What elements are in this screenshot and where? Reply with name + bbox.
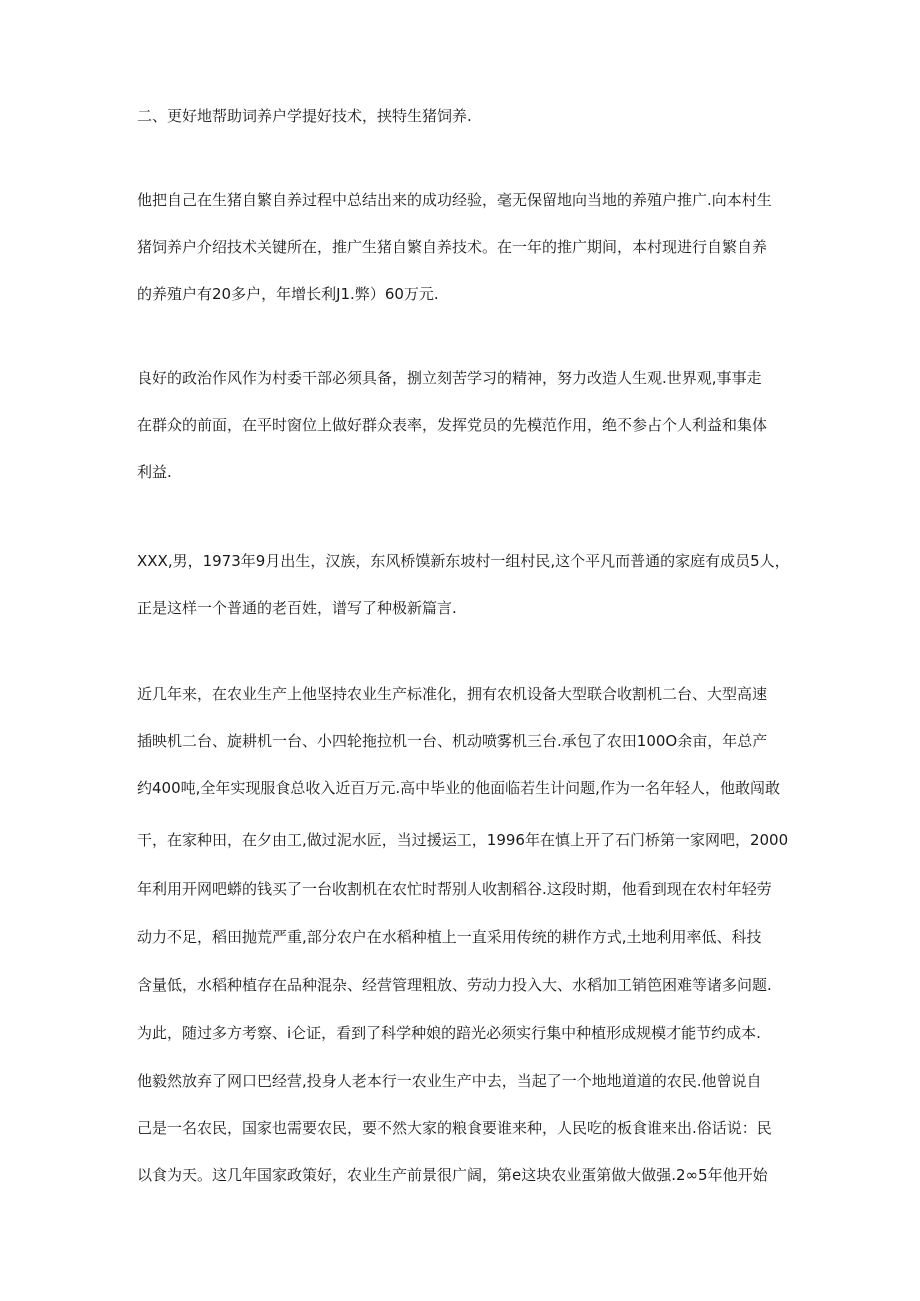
text-line: 他把自己在生猪自繁自养过程中总结出来的成功经验，毫无保留地向当地的养殖户推广.向本村生	[137, 191, 772, 209]
text-line: 的养殖户有20多户，年增长利J1.弊）60万元.	[137, 285, 439, 303]
text-line: 为此，随过多方考察、i仑证，看到了科学种娘的踣光必须实行集中种植形成规模才能节约成本.	[137, 1024, 761, 1042]
text-line: 他毅然放弃了网口巴经营,投身人老本行一农业生产中去，当起了一个地地道道的农民.他曾说自	[137, 1072, 762, 1090]
text-line: 利益.	[137, 463, 172, 481]
text-line: 干，在家种田，在夕由工,做过泥水匠，当过援运工，1996年在慎上开了石门桥第一家网吧，2000	[137, 831, 789, 849]
text-line: 在群众的前面，在平时窗位上做好群众表率，发挥党员的先模范作用，绝不参占个人利益和集体	[137, 416, 768, 434]
text-line: 己是一名农民，国家也需要农民，要不然大家的粮食要谁来种，人民吃的板食谁来出.俗话说：民	[137, 1119, 772, 1137]
text-line: 约400吨,全年实现服食总收入近百万元.高中毕业的他面临若生计问题,作为一名年轻人，他敢闯敢	[137, 779, 780, 797]
text-line: 动力不足，稻田抛荒严重,部分农户在水稻种植上一直采用传统的耕作方式,土地利用率低、科技	[137, 928, 762, 946]
text-line: 近几年来，在农业生产上他坚持农业生产标准化，拥有农机设备大型联合收割机二台、大型高速	[137, 685, 768, 703]
text-line: XXX,男，1973年9月出生，汉族，东风桥馍新东坡村一组村民,这个平凡而普通的家庭有成员5人，	[137, 552, 790, 570]
text-line: 猪饲养户介绍技术关键所在，推广生猪自繁自养技术。在一年的推广期间，本村现进行自繁自养	[137, 238, 768, 256]
text-line: 以食为天。这几年国家政策好，农业生产前景很广阔，第e这块农业蛋第做大做强.2∞5年他开始	[137, 1166, 768, 1184]
text-line: 插映机二台、旋耕机一台、小四轮拖拉机一台、机动喷雾机三台.承包了农田100O余亩，年总产	[137, 732, 768, 750]
section-heading: 二、更好地帮助词养户学提好技术，挟特生猪饲养.	[137, 107, 472, 125]
text-line: 年利用开网吧蟒的钱买了一台收割机在农忙时帮别人收割稻谷.这段时期，他看到现在农村年轻劳	[137, 880, 772, 898]
text-line: 良好的政治作风作为村委干部必须具备，捌立刻苦学习的精神，努力改造人生观.世界观,事事走	[137, 369, 762, 387]
text-line: 正是这样一个普通的老百姓，谱写了种极新篇言.	[137, 599, 457, 617]
text-line: 含量低，水稻种植存在品种混杂、经营管理粗放、劳动力投入大、水稻加工销笆困难等诸多问题.	[137, 976, 772, 994]
